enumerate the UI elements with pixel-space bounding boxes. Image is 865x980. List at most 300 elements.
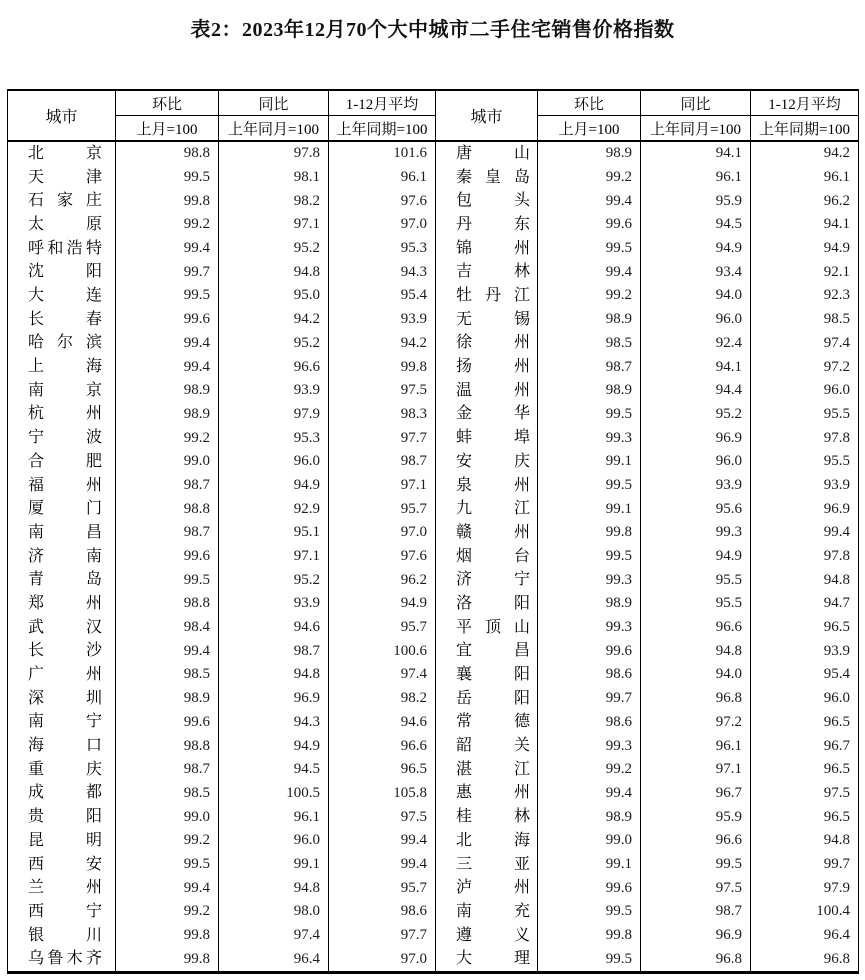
- yoy-cell: 95.2: [219, 568, 329, 592]
- city-char: 岛: [85, 571, 102, 589]
- header-yoy-right: 同比: [641, 90, 751, 116]
- yoy-cell: 93.4: [641, 260, 751, 284]
- city-cell: [8, 876, 116, 900]
- city-char: 呼: [28, 239, 45, 257]
- city-name: [28, 667, 102, 683]
- mom-cell: 99.6: [116, 711, 219, 735]
- city-cell: [436, 900, 538, 924]
- avg-cell: 94.9: [329, 592, 436, 616]
- city-cell: [436, 189, 538, 213]
- table-row: [8, 924, 859, 948]
- city-cell: [436, 947, 538, 972]
- city-char: 青: [28, 571, 45, 589]
- header-yoy-base-left: 上年同月=100: [219, 116, 329, 142]
- yoy-cell: 94.1: [641, 355, 751, 379]
- city-char: 烟: [456, 547, 473, 565]
- city-char: 亚: [513, 855, 530, 873]
- city-char: 家: [56, 192, 73, 210]
- yoy-cell: 95.5: [641, 592, 751, 616]
- yoy-cell: 96.6: [641, 829, 751, 853]
- avg-cell: 98.3: [329, 403, 436, 427]
- avg-cell: 96.0: [751, 379, 859, 403]
- city-char: 京: [85, 144, 102, 162]
- city-char: 南: [85, 547, 102, 565]
- city-name: [456, 951, 530, 967]
- mom-cell: 99.0: [116, 805, 219, 829]
- mom-cell: 98.9: [538, 141, 641, 166]
- mom-cell: 99.5: [538, 403, 641, 427]
- city-cell: [8, 734, 116, 758]
- city-char: 华: [513, 405, 530, 423]
- avg-cell: 96.5: [751, 616, 859, 640]
- yoy-cell: 100.5: [219, 782, 329, 806]
- city-char: 温: [456, 381, 473, 399]
- yoy-cell: 94.8: [219, 663, 329, 687]
- avg-cell: 94.8: [751, 568, 859, 592]
- avg-cell: 96.2: [329, 568, 436, 592]
- header-avg-right: 1-12月平均: [751, 90, 859, 116]
- mom-cell: 99.3: [538, 568, 641, 592]
- avg-cell: 101.6: [329, 141, 436, 166]
- city-char: 德: [513, 713, 530, 731]
- city-cell: [436, 497, 538, 521]
- city-char: 口: [85, 737, 102, 755]
- city-cell: [8, 616, 116, 640]
- city-name: [456, 264, 530, 280]
- city-char: 阳: [85, 808, 102, 826]
- table-row: [8, 592, 859, 616]
- yoy-cell: 96.1: [641, 166, 751, 190]
- mom-cell: 98.7: [116, 758, 219, 782]
- city-char: 州: [513, 239, 530, 257]
- city-char: 东: [513, 215, 530, 233]
- avg-cell: 99.7: [751, 853, 859, 877]
- city-cell: [436, 734, 538, 758]
- table-row: [8, 711, 859, 735]
- city-name: [28, 217, 102, 233]
- city-name: [456, 193, 530, 209]
- city-cell: [8, 284, 116, 308]
- city-char: 西: [28, 855, 45, 873]
- city-cell: [436, 403, 538, 427]
- mom-cell: 99.5: [538, 545, 641, 569]
- city-cell: [8, 474, 116, 498]
- city-name: [456, 928, 530, 944]
- yoy-cell: 95.9: [641, 805, 751, 829]
- city-cell: [436, 332, 538, 356]
- city-char: 武: [28, 618, 45, 636]
- city-char: 包: [456, 192, 473, 210]
- avg-cell: 95.4: [751, 663, 859, 687]
- yoy-cell: 95.9: [641, 189, 751, 213]
- avg-cell: 98.6: [329, 900, 436, 924]
- yoy-cell: 96.1: [219, 805, 329, 829]
- city-char: 头: [513, 192, 530, 210]
- avg-cell: 98.5: [751, 308, 859, 332]
- avg-cell: 96.5: [751, 758, 859, 782]
- city-char: 皇: [484, 168, 501, 186]
- city-cell: [8, 568, 116, 592]
- city-char: 南: [456, 902, 473, 920]
- city-char: 西: [28, 902, 45, 920]
- city-char: 阳: [85, 263, 102, 281]
- yoy-cell: 96.4: [219, 947, 329, 972]
- city-char: 春: [85, 310, 102, 328]
- yoy-cell: 94.6: [219, 616, 329, 640]
- table-row: [8, 782, 859, 806]
- city-char: 宁: [85, 713, 102, 731]
- yoy-cell: 98.0: [219, 900, 329, 924]
- city-char: 锦: [456, 239, 473, 257]
- city-char: 金: [456, 405, 473, 423]
- city-char: 南: [28, 713, 45, 731]
- city-char: 宜: [456, 642, 473, 660]
- mom-cell: 98.5: [538, 332, 641, 356]
- city-cell: [8, 687, 116, 711]
- yoy-cell: 93.9: [219, 379, 329, 403]
- city-char: 木: [66, 950, 83, 968]
- avg-cell: 95.4: [329, 284, 436, 308]
- mom-cell: 99.7: [116, 260, 219, 284]
- city-name: [28, 572, 102, 588]
- city-char: 丹: [484, 287, 501, 305]
- yoy-cell: 97.1: [219, 213, 329, 237]
- mom-cell: 99.5: [538, 237, 641, 261]
- yoy-cell: 97.2: [641, 711, 751, 735]
- city-char: 徐: [456, 334, 473, 352]
- city-cell: [436, 450, 538, 474]
- city-char: 唐: [456, 144, 473, 162]
- city-char: 州: [513, 879, 530, 897]
- city-cell: [8, 805, 116, 829]
- city-char: 州: [513, 334, 530, 352]
- yoy-cell: 96.8: [641, 687, 751, 711]
- city-char: 林: [513, 263, 530, 281]
- city-cell: [436, 687, 538, 711]
- table-row: [8, 663, 859, 687]
- city-char: 北: [28, 144, 45, 162]
- avg-cell: 99.8: [329, 355, 436, 379]
- yoy-cell: 95.6: [641, 497, 751, 521]
- yoy-cell: 95.0: [219, 284, 329, 308]
- city-name: [28, 359, 102, 375]
- table-row: [8, 450, 859, 474]
- city-char: 安: [456, 452, 473, 470]
- yoy-cell: 94.8: [219, 876, 329, 900]
- mom-cell: 99.8: [116, 947, 219, 972]
- yoy-cell: 97.4: [219, 924, 329, 948]
- city-name: [28, 928, 102, 944]
- yoy-cell: 98.2: [219, 189, 329, 213]
- avg-cell: 96.8: [751, 947, 859, 972]
- mom-cell: 99.5: [538, 900, 641, 924]
- city-name: [456, 335, 530, 351]
- city-char: 台: [513, 547, 530, 565]
- mom-cell: 99.4: [538, 782, 641, 806]
- yoy-cell: 94.9: [641, 237, 751, 261]
- city-char: 安: [85, 855, 102, 873]
- city-cell: [8, 947, 116, 972]
- table-row: [8, 474, 859, 498]
- city-cell: [436, 853, 538, 877]
- city-char: 阳: [513, 689, 530, 707]
- mom-cell: 98.6: [538, 711, 641, 735]
- city-char: 大: [456, 950, 473, 968]
- table-row: [8, 568, 859, 592]
- city-name: [28, 951, 102, 967]
- city-char: 蚌: [456, 429, 473, 447]
- city-char: 圳: [85, 689, 102, 707]
- city-name: [456, 596, 530, 612]
- mom-cell: 98.7: [538, 355, 641, 379]
- city-char: 丹: [456, 215, 473, 233]
- city-char: 赣: [456, 523, 473, 541]
- mom-cell: 99.0: [116, 450, 219, 474]
- avg-cell: 98.7: [329, 450, 436, 474]
- avg-cell: 97.5: [751, 782, 859, 806]
- avg-cell: 97.1: [329, 474, 436, 498]
- city-name: [456, 430, 530, 446]
- city-char: 连: [85, 287, 102, 305]
- yoy-cell: 94.5: [219, 758, 329, 782]
- city-name: [28, 406, 102, 422]
- city-name: [456, 288, 530, 304]
- yoy-cell: 94.9: [219, 474, 329, 498]
- table-row: [8, 853, 859, 877]
- city-cell: [8, 166, 116, 190]
- city-name: [28, 809, 102, 825]
- yoy-cell: 94.8: [219, 260, 329, 284]
- mom-cell: 99.2: [538, 166, 641, 190]
- city-name: [456, 383, 530, 399]
- yoy-cell: 94.4: [641, 379, 751, 403]
- city-char: 昌: [513, 642, 530, 660]
- city-char: 宁: [28, 429, 45, 447]
- city-char: 广: [28, 666, 45, 684]
- table-row: [8, 758, 859, 782]
- city-char: 成: [28, 784, 45, 802]
- mom-cell: 99.3: [538, 426, 641, 450]
- mom-cell: 99.1: [538, 450, 641, 474]
- mom-cell: 99.5: [116, 568, 219, 592]
- city-name: [28, 478, 102, 494]
- avg-cell: 96.5: [751, 711, 859, 735]
- avg-cell: 96.9: [751, 497, 859, 521]
- mom-cell: 98.4: [116, 616, 219, 640]
- city-char: 上: [28, 358, 45, 376]
- mom-cell: 98.9: [538, 379, 641, 403]
- mom-cell: 99.5: [538, 474, 641, 498]
- avg-cell: 95.7: [329, 616, 436, 640]
- city-name: [28, 383, 102, 399]
- city-char: 埠: [513, 429, 530, 447]
- city-char: 波: [85, 429, 102, 447]
- city-char: 泉: [456, 476, 473, 494]
- city-char: 川: [85, 926, 102, 944]
- avg-cell: 95.7: [329, 497, 436, 521]
- mom-cell: 98.7: [116, 521, 219, 545]
- city-cell: [8, 639, 116, 663]
- city-name: [456, 217, 530, 233]
- avg-cell: 96.7: [751, 734, 859, 758]
- yoy-cell: 98.1: [219, 166, 329, 190]
- city-char: 海: [85, 358, 102, 376]
- avg-cell: 94.7: [751, 592, 859, 616]
- table-row: [8, 687, 859, 711]
- mom-cell: 98.8: [116, 141, 219, 166]
- city-name: [456, 549, 530, 565]
- city-char: 齐: [85, 950, 102, 968]
- mom-cell: 99.6: [538, 639, 641, 663]
- city-name: [456, 478, 530, 494]
- city-name: [456, 359, 530, 375]
- avg-cell: 100.4: [751, 900, 859, 924]
- city-cell: [436, 924, 538, 948]
- city-cell: [8, 782, 116, 806]
- yoy-cell: 97.9: [219, 403, 329, 427]
- city-cell: [436, 711, 538, 735]
- yoy-cell: 97.1: [219, 545, 329, 569]
- city-char: 哈: [28, 334, 45, 352]
- city-char: 三: [456, 855, 473, 873]
- city-char: 海: [513, 831, 530, 849]
- city-char: 九: [456, 500, 473, 518]
- city-cell: [436, 663, 538, 687]
- city-char: 津: [85, 168, 102, 186]
- avg-cell: 97.8: [751, 545, 859, 569]
- city-name: [456, 785, 530, 801]
- yoy-cell: 95.5: [641, 568, 751, 592]
- yoy-cell: 96.6: [641, 616, 751, 640]
- yoy-cell: 99.1: [219, 853, 329, 877]
- city-char: 肥: [85, 452, 102, 470]
- city-char: 汉: [85, 618, 102, 636]
- city-cell: [8, 900, 116, 924]
- avg-cell: 94.6: [329, 711, 436, 735]
- mom-cell: 99.4: [116, 355, 219, 379]
- table-row: [8, 805, 859, 829]
- city-char: 理: [513, 950, 530, 968]
- yoy-cell: 93.9: [641, 474, 751, 498]
- mom-cell: 99.5: [538, 947, 641, 972]
- city-cell: [8, 521, 116, 545]
- mom-cell: 98.8: [116, 734, 219, 758]
- city-name: [456, 809, 530, 825]
- city-name: [456, 241, 530, 257]
- city-name: [28, 880, 102, 896]
- yoy-cell: 95.1: [219, 521, 329, 545]
- avg-cell: 94.2: [751, 141, 859, 166]
- city-cell: [436, 426, 538, 450]
- city-char: 州: [85, 666, 102, 684]
- avg-cell: 97.5: [329, 379, 436, 403]
- city-char: 顶: [484, 618, 501, 636]
- yoy-cell: 96.7: [641, 782, 751, 806]
- city-char: 海: [28, 737, 45, 755]
- header-avg-left: 1-12月平均: [329, 90, 436, 116]
- avg-cell: 99.4: [329, 829, 436, 853]
- city-cell: [436, 829, 538, 853]
- city-name: [456, 454, 530, 470]
- city-char: 关: [513, 737, 530, 755]
- city-char: 长: [28, 642, 45, 660]
- yoy-cell: 92.4: [641, 332, 751, 356]
- mom-cell: 98.9: [538, 308, 641, 332]
- city-char: 沙: [85, 642, 102, 660]
- city-char: 石: [28, 192, 45, 210]
- table-row: [8, 426, 859, 450]
- header-mom-right: 环比: [538, 90, 641, 116]
- city-name: [456, 406, 530, 422]
- city-cell: [436, 166, 538, 190]
- mom-cell: 98.9: [116, 687, 219, 711]
- city-name: [456, 572, 530, 588]
- city-name: [28, 549, 102, 565]
- city-char: 襄: [456, 666, 473, 684]
- yoy-cell: 96.9: [641, 426, 751, 450]
- city-name: [456, 170, 530, 186]
- table-row: [8, 332, 859, 356]
- mom-cell: 99.2: [116, 426, 219, 450]
- city-name: [456, 880, 530, 896]
- city-cell: [8, 403, 116, 427]
- avg-cell: 97.0: [329, 213, 436, 237]
- mom-cell: 99.6: [538, 213, 641, 237]
- yoy-cell: 99.5: [641, 853, 751, 877]
- city-name: [456, 833, 530, 849]
- avg-cell: 96.4: [751, 924, 859, 948]
- city-cell: [8, 711, 116, 735]
- table-row: [8, 166, 859, 190]
- mom-cell: 98.9: [538, 592, 641, 616]
- avg-cell: 97.2: [751, 355, 859, 379]
- avg-cell: 93.9: [751, 474, 859, 498]
- city-cell: [8, 924, 116, 948]
- avg-cell: 100.6: [329, 639, 436, 663]
- mom-cell: 99.8: [116, 924, 219, 948]
- city-name: [28, 904, 102, 920]
- city-char: 鲁: [47, 950, 64, 968]
- yoy-cell: 96.9: [641, 924, 751, 948]
- table-row: [8, 308, 859, 332]
- city-name: [456, 738, 530, 754]
- city-char: 惠: [456, 784, 473, 802]
- header-mom-left: 环比: [116, 90, 219, 116]
- yoy-cell: 94.1: [641, 141, 751, 166]
- page-title: 表2：2023年12月70个大中城市二手住宅销售价格指数: [190, 19, 675, 41]
- city-cell: [8, 355, 116, 379]
- yoy-cell: 94.0: [641, 284, 751, 308]
- city-cell: [436, 141, 538, 166]
- city-char: 长: [28, 310, 45, 328]
- avg-cell: 96.1: [329, 166, 436, 190]
- city-char: 福: [28, 476, 45, 494]
- city-cell: [436, 876, 538, 900]
- header-yoy-base-right: 上年同月=100: [641, 116, 751, 142]
- avg-cell: 94.8: [751, 829, 859, 853]
- city-name: [28, 525, 102, 541]
- city-char: 兰: [28, 879, 45, 897]
- avg-cell: 92.1: [751, 260, 859, 284]
- city-char: 门: [85, 500, 102, 518]
- avg-cell: 96.1: [751, 166, 859, 190]
- mom-cell: 99.6: [116, 545, 219, 569]
- city-cell: [436, 284, 538, 308]
- avg-cell: 97.0: [329, 521, 436, 545]
- city-char: 宁: [513, 571, 530, 589]
- city-name: [28, 691, 102, 707]
- city-char: 州: [85, 405, 102, 423]
